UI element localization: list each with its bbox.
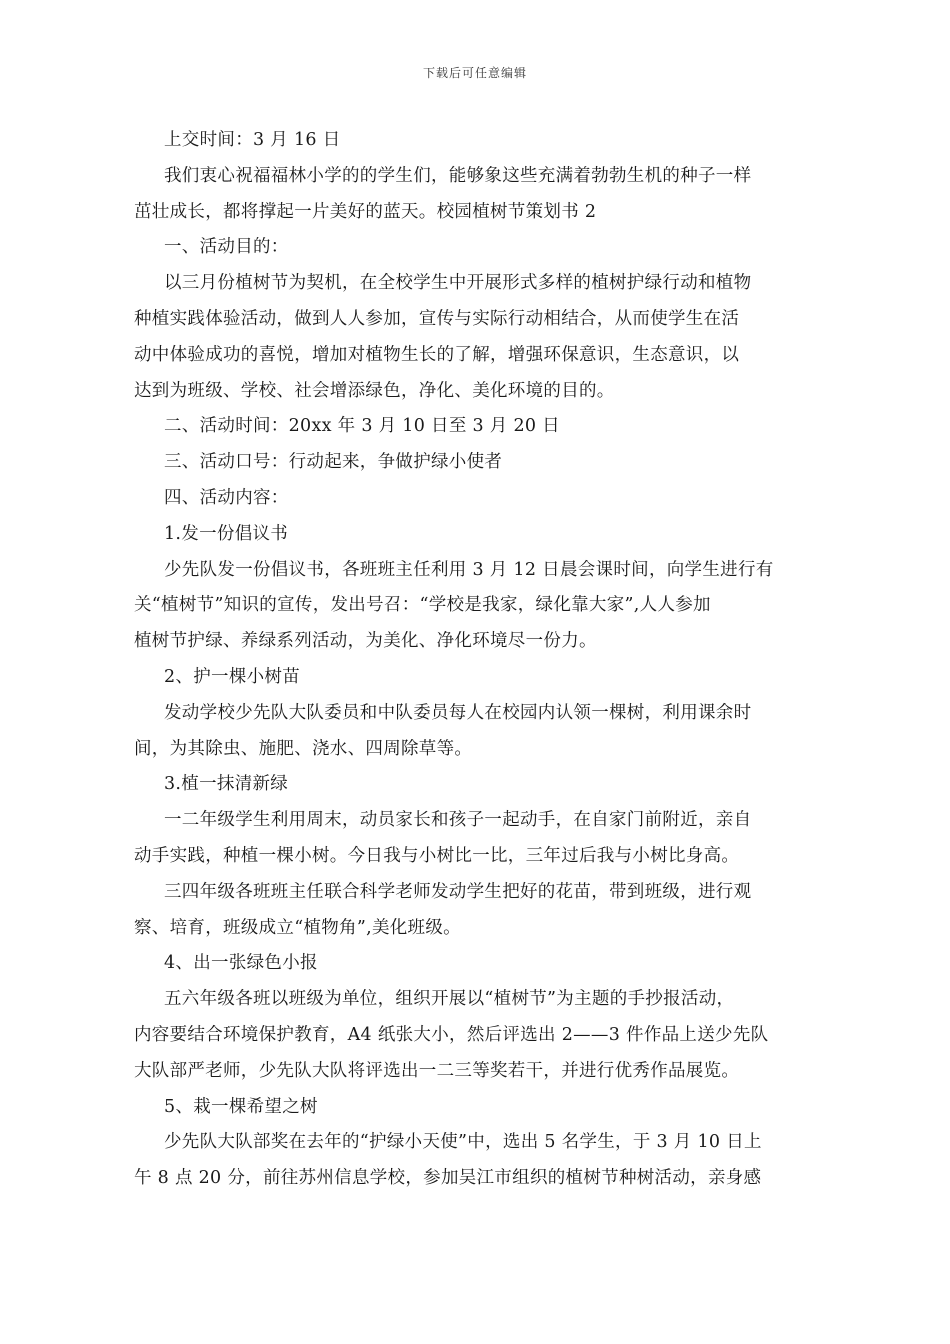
paragraph-line: 1.发一份倡议书: [164, 523, 289, 544]
paragraph-line: 内容要结合环境保护教育，A4 纸张大小，然后评选出 2——3 件作品上送少先队: [134, 1024, 769, 1045]
paragraph-line: 一二年级学生利用周末，动员家长和孩子一起动手，在自家门前附近，亲自: [164, 810, 752, 831]
paragraph-line: 关“植树节”知识的宣传，发出号召：“学校是我家，绿化靠大家”,人人参加: [134, 595, 711, 616]
paragraph-line: 2、护一棵小树苗: [164, 666, 301, 687]
paragraph-line: 三四年级各班班主任联合科学老师发动学生把好的花苗，带到班级，进行观: [164, 881, 752, 902]
paragraph-line: 种植实践体验活动，做到人人参加，宣传与实际行动相结合，从而使学生在活: [134, 308, 740, 329]
paragraph-line: 植树节护绿、养绿系列活动，为美化、净化环境尽一份力。: [134, 631, 597, 652]
paragraph-line: 发动学校少先队大队委员和中队委员每人在校园内认领一棵树，利用课余时: [164, 702, 752, 723]
paragraph-line: 少先队大队部奖在去年的“护绿小天使”中，选出 5 名学生，于 3 月 10 日上: [164, 1132, 762, 1153]
paragraph-line: 4、出一张绿色小报: [164, 953, 318, 974]
paragraph-line: 大队部严老师，少先队大队将评选出一二三等奖若干，并进行优秀作品展览。: [134, 1060, 740, 1081]
paragraph-line: 一、活动目的：: [164, 237, 289, 258]
paragraph-line: 动手实践，种植一棵小树。今日我与小树比一比，三年过后我与小树比身高。: [134, 845, 740, 866]
paragraph-line: 3.植一抹清新绿: [164, 774, 289, 795]
paragraph-line: 达到为班级、学校、社会增添绿色，净化、美化环境的目的。: [134, 380, 615, 401]
paragraph-line: 二、活动时间：20xx 年 3 月 10 日至 3 月 20 日: [164, 416, 560, 437]
paragraph-line: 5、栽一棵希望之树: [164, 1096, 318, 1117]
paragraph-line: 茁壮成长，都将撑起一片美好的蓝天。校园植树节策划书 2: [134, 201, 597, 222]
paragraph-line: 少先队发一份倡议书，各班班主任利用 3 月 12 日晨会课时间，向学生进行有: [164, 559, 774, 580]
document-body: [134, 123, 814, 1197]
paragraph-line: 午 8 点 20 分，前往苏州信息学校，参加吴江市组织的植树节种树活动，亲身感: [134, 1168, 762, 1189]
paragraph-line: 动中体验成功的喜悦，增加对植物生长的了解，增强环保意识，生态意识，以: [134, 344, 740, 365]
paragraph-line: 我们衷心祝福福林小学的的学生们，能够象这些充满着勃勃生机的种子一样: [164, 165, 752, 186]
download-note: 下载后可任意编辑: [422, 66, 527, 80]
paragraph-line: 间，为其除虫、施肥、浇水、四周除草等。: [134, 738, 473, 759]
paragraph-line: 三、活动口号：行动起来，争做护绿小使者: [164, 452, 503, 473]
paragraph-line: 上交时间：3 月 16 日: [164, 130, 341, 150]
paragraph-line: 以三月份植树节为契机，在全校学生中开展形式多样的植树护绿行动和植物: [164, 273, 752, 294]
paragraph-line: 察、培育，班级成立“植物角”,美化班级。: [134, 917, 461, 938]
paragraph-line: 五六年级各班以班级为单位，组织开展以“植树节”为主题的手抄报活动，: [164, 989, 735, 1010]
paragraph-line: 四、活动内容：: [164, 487, 289, 508]
